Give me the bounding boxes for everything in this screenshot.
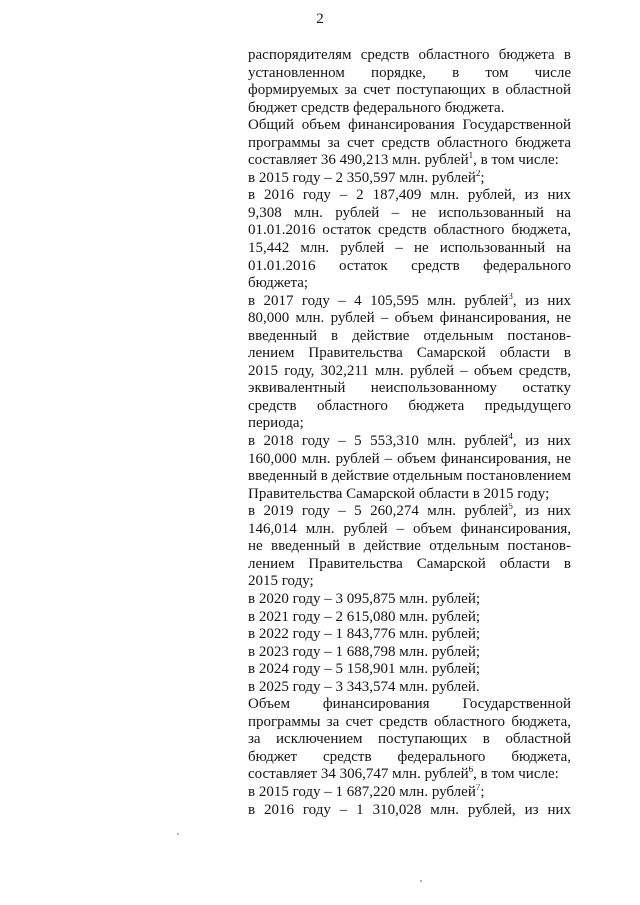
text-line [248, 415, 571, 433]
line-text: в 2022 году – 1 843,776 млн. рублей; [248, 626, 481, 643]
line-text: 160,000 млн. рублей – объем финансирования, не [248, 450, 571, 467]
line-text: 146,014 млн. рублей – объем финансирования, [248, 520, 571, 537]
line-text: в 2021 году – 2 615,080 млн. рублей; [248, 608, 481, 625]
text-line [248, 65, 571, 83]
line-text: в 2016 году – 1 310,028 млн. рублей, из них [248, 801, 571, 818]
text-line [248, 766, 571, 784]
text-line [248, 117, 571, 135]
text-line [248, 573, 571, 591]
line-text: 2015 году, 302,211 млн. рублей – объем средств, [248, 362, 571, 379]
line-text: бюджет средств федерального бюджета, [248, 748, 571, 765]
text-line [248, 222, 571, 240]
text-line [248, 205, 571, 223]
text-line [248, 293, 571, 311]
line-text: не введенный в действие отдельным постанов- [248, 538, 571, 555]
text-line [248, 47, 571, 65]
text-line [248, 784, 571, 802]
line-text: 15,442 млн. рублей – не использованный на [248, 240, 571, 257]
scan-speck [177, 833, 179, 835]
text-line [248, 661, 571, 679]
line-text: средств областного бюджета предыдущего [248, 397, 571, 414]
text-line [248, 503, 571, 521]
footnote-marker: 3 [508, 292, 513, 301]
text-line [248, 152, 571, 170]
text-line [248, 626, 571, 644]
text-line [248, 696, 571, 714]
text-line [248, 802, 571, 820]
line-text: лением Правительства Самарской области в [248, 345, 571, 362]
text-line [248, 451, 571, 469]
text-line [248, 749, 571, 767]
line-text: введенный в действие отдельным постанов- [248, 327, 571, 344]
line-text: в 2020 году – 3 095,875 млн. рублей; [248, 590, 481, 607]
line-text: лением Правительства Самарской области в [248, 555, 571, 572]
line-text: 01.01.2016 остаток средств федерального [248, 257, 571, 274]
line-text: в 2015 году – 1 687,220 млн. рублей [248, 783, 476, 800]
footnote-marker: 5 [508, 503, 513, 512]
text-line [248, 433, 571, 451]
line-text-continued: ; [480, 783, 485, 800]
line-text-continued: ; [480, 169, 485, 186]
text-line [248, 275, 571, 293]
text-line [248, 679, 571, 697]
text-line [248, 310, 571, 328]
text-line [248, 486, 571, 504]
text-line [248, 170, 571, 188]
line-text: Общий объем финансирования Государственной [248, 117, 571, 134]
line-text: 9,308 млн. рублей – не использованный на [248, 204, 571, 221]
text-line [248, 258, 571, 276]
line-text: бюджета; [248, 275, 309, 292]
line-text: программы за счет средств областного бюджета, [248, 713, 571, 730]
text-line [248, 591, 571, 609]
footnote-marker: 4 [508, 433, 513, 442]
text-line [248, 380, 571, 398]
text-line [248, 363, 571, 381]
line-text: формируемых за счет поступающих в областной [248, 82, 571, 99]
line-text-continued: , из них [512, 503, 571, 520]
body-text [248, 47, 571, 819]
line-text-continued: , в том числе: [473, 766, 559, 783]
scan-speck [420, 880, 422, 882]
text-line [248, 100, 571, 118]
line-text-continued: , из них [512, 433, 571, 450]
line-text: бюджет средств федерального бюджета. [248, 99, 505, 116]
line-text: Правительства Самарской области в 2015 году; [248, 485, 550, 502]
line-text: 01.01.2016 остаток средств областного бюджета, [248, 222, 571, 239]
page-number: 2 [316, 11, 324, 27]
text-line [248, 345, 571, 363]
line-text: составляет 36 490,213 млн. рублей [248, 152, 469, 169]
text-line [248, 187, 571, 205]
line-text: программы за счет средств областного бюджета [248, 134, 571, 151]
line-text: эквивалентный неиспользованному остатку [248, 380, 571, 397]
text-line [248, 240, 571, 258]
line-text: введенный в действие отдельным постановлением [248, 468, 571, 485]
line-text-continued: , в том числе: [473, 152, 559, 169]
line-text: в 2023 году – 1 688,798 млн. рублей; [248, 643, 481, 660]
text-line [248, 521, 571, 539]
text-line [248, 644, 571, 662]
line-text: в 2019 году – 5 260,274 млн. рублей [248, 503, 509, 520]
footnote-marker: 7 [475, 783, 481, 792]
text-line [248, 556, 571, 574]
text-line [248, 82, 571, 100]
text-line [248, 731, 571, 749]
line-text: распорядителям средств областного бюджета в [248, 47, 571, 63]
line-text: в 2017 году – 4 105,595 млн. рублей [248, 292, 509, 309]
line-text: периода; [248, 415, 304, 432]
line-text: в 2018 году – 5 553,310 млн. рублей [248, 433, 509, 450]
text-line [248, 468, 571, 486]
line-text: в 2025 году – 3 343,574 млн. рублей. [248, 678, 480, 695]
line-text: установленном порядке, в том числе [248, 64, 571, 81]
line-text-continued: , из них [512, 292, 571, 309]
line-text: в 2024 году – 5 158,901 млн. рублей; [248, 661, 481, 678]
line-text: 2015 году; [248, 573, 314, 590]
text-line [248, 609, 571, 627]
text-line [248, 538, 571, 556]
footnote-marker: 1 [468, 152, 474, 161]
footnote-marker: 2 [475, 169, 481, 178]
text-line [248, 398, 571, 416]
footnote-marker: 6 [468, 766, 474, 775]
line-text: 80,000 млн. рублей – объем финансирования, не [248, 310, 571, 327]
line-text: составляет 34 306,747 млн. рублей [248, 766, 469, 783]
line-text: за исключением поступающих в областной [248, 731, 571, 748]
line-text: в 2016 году – 2 187,409 млн. рублей, из них [248, 187, 571, 204]
text-line [248, 714, 571, 732]
text-line [248, 328, 571, 346]
text-line [248, 135, 571, 153]
line-text: в 2015 году – 2 350,597 млн. рублей [248, 169, 476, 186]
line-text: Объем финансирования Государственной [248, 696, 571, 713]
